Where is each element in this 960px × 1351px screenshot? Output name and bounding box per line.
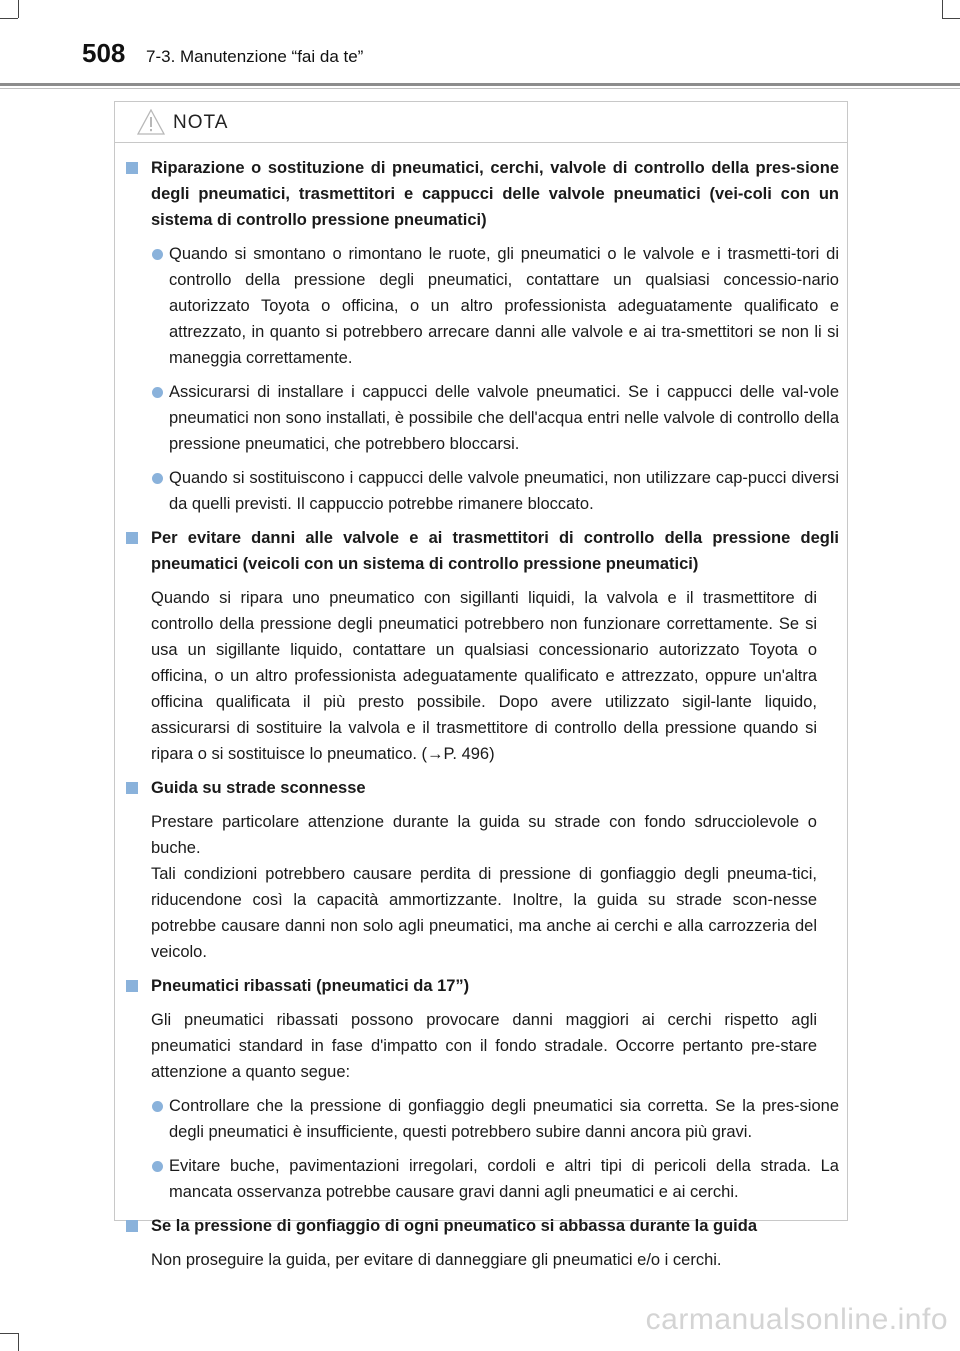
bullet-text: Controllare che la pressione di gonfiaggio degli pneumatici sia corretta. Se la pres-sione degli pneumatici è insufficiente, questi potrebbero subire danni ancora più gravi. xyxy=(169,1097,839,1141)
round-bullet-icon xyxy=(152,1101,163,1112)
paragraph: Gli pneumatici ribassati possono provocare danni maggiori ai cerchi rispetto agli pneumatici standard in fase d'impatto con il fondo stradale. Occorre pertanto pre-stare attenzione a quanto segue: xyxy=(151,1011,817,1081)
note-box xyxy=(114,101,848,1269)
section-heading xyxy=(126,155,839,233)
section-heading xyxy=(126,973,839,999)
crop-mark xyxy=(18,1333,19,1351)
section-heading xyxy=(126,525,839,577)
heading-text: Riparazione o sostituzione di pneumatici, cerchi, valvole di controllo della pres-sione degli pneumatici, trasmettitori e cappucci delle valvole pneumatici (vei-coli con un sistema di controllo pressione pneumatici) xyxy=(151,159,839,229)
paragraph xyxy=(126,809,839,965)
section-title: 7-3. Manutenzione “fai da te” xyxy=(146,47,364,66)
square-bullet-icon xyxy=(126,980,138,992)
paragraph-line: Prestare particolare attenzione durante la guida su strade con fondo sdrucciolevole o buche. xyxy=(151,813,817,857)
crop-mark xyxy=(0,1333,18,1334)
bullet-item xyxy=(126,465,839,517)
bullet-text: Evitare buche, pavimentazioni irregolari, cordoli e altri tipi di pericoli della strada. La mancata osservanza potrebbe causare gravi danni agli pneumatici e ai cerchi. xyxy=(169,1157,839,1201)
bullet-item xyxy=(126,241,839,371)
heading-text: Guida su strade sconnesse xyxy=(151,779,366,797)
square-bullet-icon xyxy=(126,162,138,174)
paragraph: Non proseguire la guida, per evitare di danneggiare gli pneumatici e/o i cerchi. xyxy=(151,1251,722,1269)
bullet-item xyxy=(126,379,839,457)
bullet-item xyxy=(126,1093,839,1145)
warning-triangle-icon xyxy=(137,109,165,140)
paragraph-line: Tali condizioni potrebbero causare perdita di pressione di gonfiaggio degli pneuma-tici, riducendone così la capacità ammortizzante. Inoltre, la guida su strade scon-nesse potrebbe causare danni non solo agli pneumatici, ma anche ai cerchi e alla carrozzeria del veicolo. xyxy=(151,865,817,961)
paragraph: Quando si ripara uno pneumatico con sigillanti liquidi, la valvola e il trasmettitore di controllo della pressione degli pneumatici potrebbero non funzionare correttamente. Se si usa un sigillante liquido, contattare un qualsiasi concessionario autorizzato Toyota o officina, o un altro professionista adeguatamente qualificato e attrezzato, oppure un'altra officina qualificata il più presto possibile. Dopo avere utilizzato sigil-lante liquido, assicurarsi di sostituire la valvola e il trasmettitore di controllo della pressione quando si ripara o si sostituisce lo pneumatico. (→P. 496) xyxy=(151,589,817,763)
square-bullet-icon xyxy=(126,532,138,544)
header-rule xyxy=(0,83,960,86)
square-bullet-icon xyxy=(126,782,138,794)
square-bullet-icon xyxy=(126,1220,138,1232)
heading-text: Se la pressione di gonfiaggio di ogni pneumatico si abbassa durante la guida xyxy=(151,1217,758,1235)
round-bullet-icon xyxy=(152,387,163,398)
bullet-text: Quando si sostituiscono i cappucci delle valvole pneumatici, non utilizzare cap-pucci diversi da quelli previsti. Il cappuccio potrebbe rimanere bloccato. xyxy=(169,469,839,513)
bullet-text: Quando si smontano o rimontano le ruote, gli pneumatici o le valvole e i trasmetti-tori di controllo della pressione degli pneumatici, contattare un qualsiasi concessio-nario autorizzato Toyota o officina, o un altro professionista adeguatamente qualificato e attrezzato, in quanto si potrebbero arrecare danni alle valvole e ai tra-smettitori se non li si maneggia correttamente. xyxy=(169,245,839,367)
page-number: 508 xyxy=(82,38,126,68)
round-bullet-icon xyxy=(152,473,163,484)
note-header xyxy=(115,102,847,143)
watermark: carmanualsonline.info xyxy=(645,1303,948,1336)
round-bullet-icon xyxy=(152,1161,163,1172)
heading-text: Pneumatici ribassati (pneumatici da 17”) xyxy=(151,977,470,995)
header-rule-thin xyxy=(0,88,960,89)
bullet-text: Assicurarsi di installare i cappucci delle valvole pneumatici. Se i cappucci delle val-vole pneumatici non sono installati, è possibile che dell'acqua entri nelle valvole di controllo della pressione pneumatici, che potrebbero bloccarsi. xyxy=(169,383,839,453)
round-bullet-icon xyxy=(152,249,163,260)
note-body xyxy=(115,143,847,1273)
bullet-item xyxy=(126,1153,839,1205)
heading-text: Per evitare danni alle valvole e ai trasmettitori di controllo della pressione degli pneumatici (veicoli con un sistema di controllo pressione pneumatici) xyxy=(151,529,839,573)
page-header xyxy=(0,0,960,90)
section-heading xyxy=(126,1213,839,1239)
note-label: NOTA xyxy=(173,112,229,133)
section-heading xyxy=(126,775,839,801)
